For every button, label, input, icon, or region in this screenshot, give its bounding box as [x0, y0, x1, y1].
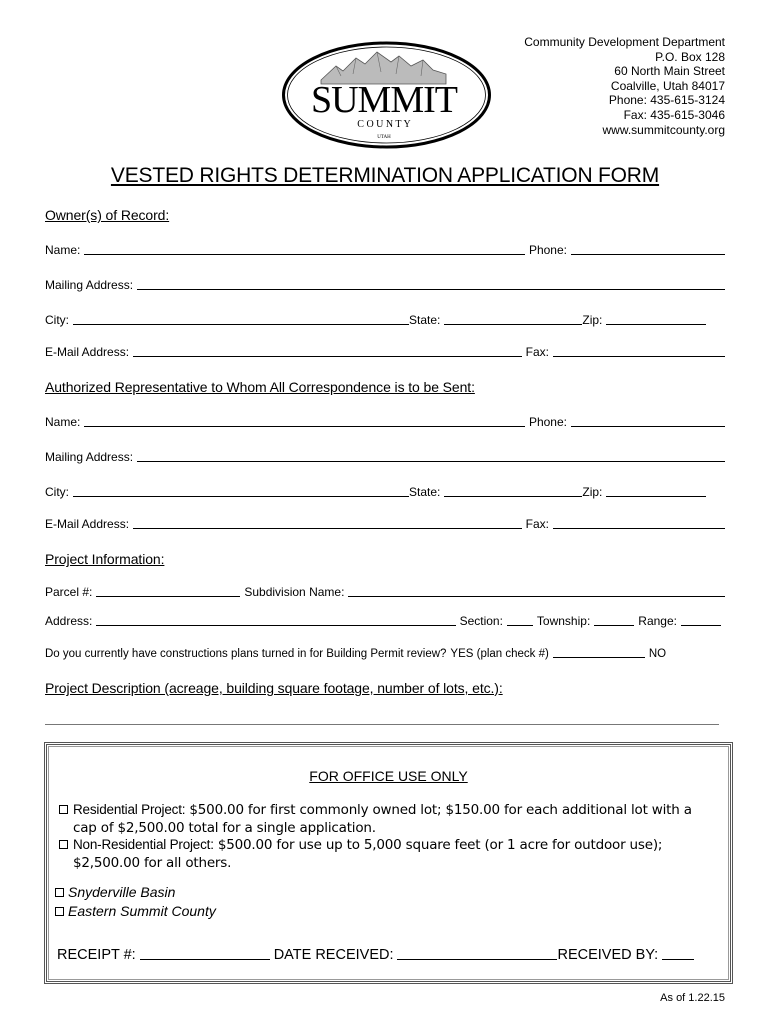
logo-summit-text: SUMMIT [310, 79, 458, 121]
owner-city-row [45, 313, 725, 327]
no-option[interactable]: NO [648, 648, 667, 660]
owner-name-row [45, 243, 725, 257]
owner-phone-field[interactable] [571, 254, 725, 255]
owner-mailing-field[interactable] [137, 289, 725, 290]
project-address-label: Address: [45, 614, 93, 628]
parcel-row [45, 585, 725, 599]
rep-city-row [45, 485, 725, 499]
project-description-heading: Project Description (acreage, building square footage, number of lots, etc.): [45, 680, 503, 696]
rep-phone-field[interactable] [571, 426, 725, 427]
plan-check-field[interactable] [553, 657, 645, 658]
range-field[interactable] [681, 625, 721, 626]
owner-fax-label: Fax: [525, 345, 549, 359]
owner-mailing-row [45, 278, 725, 292]
residential-checkbox[interactable] [59, 805, 68, 814]
owner-phone-label: Phone: [528, 243, 567, 257]
location-option-eastern [55, 902, 216, 921]
snyderville-label: Snyderville Basin [68, 884, 176, 900]
rep-mailing-label: Mailing Address: [45, 450, 134, 464]
eastern-label: Eastern Summit County [68, 903, 216, 919]
receipt-field[interactable] [140, 959, 270, 960]
owner-city-label: City: [45, 313, 69, 327]
rep-name-label: Name: [45, 415, 81, 429]
project-address-field[interactable] [96, 625, 455, 626]
address-row [45, 614, 725, 628]
owner-state-field[interactable] [444, 324, 582, 325]
version-date: As of 1.22.15 [660, 992, 725, 1004]
office-use-title: FOR OFFICE USE ONLY [309, 768, 468, 784]
form-title: VESTED RIGHTS DETERMINATION APPLICATION FORM [110, 164, 660, 187]
rep-fax-field[interactable] [553, 528, 725, 529]
received-by-label: RECEIVED BY: [557, 947, 659, 963]
owner-name-field[interactable] [84, 254, 525, 255]
rep-state-field[interactable] [444, 496, 582, 497]
date-received-field[interactable] [397, 959, 557, 960]
nonresidential-checkbox[interactable] [59, 840, 68, 849]
owner-state-label: State: [409, 313, 441, 327]
address-line: Fax: 435-615-3046 [623, 107, 725, 122]
nonresidential-label: Non-Residential Project: [73, 837, 214, 852]
address-line: Phone: 435-615-3124 [608, 93, 725, 108]
rep-email-row [45, 517, 725, 531]
project-description-field[interactable] [45, 724, 719, 725]
rep-name-field[interactable] [84, 426, 525, 427]
rep-email-field[interactable] [133, 528, 522, 529]
parcel-label: Parcel #: [45, 585, 93, 599]
plans-question: Do you currently have constructions plans turned in for Building Permit review? [45, 648, 447, 660]
office-use-box [44, 742, 733, 984]
owner-zip-field[interactable] [606, 324, 706, 325]
township-label: Township: [536, 614, 591, 628]
section-field[interactable] [507, 625, 533, 626]
snyderville-checkbox[interactable] [55, 888, 64, 897]
residential-fee-text: $500.00 for first commonly owned lot; $150.00 for each additional lot with a [185, 802, 692, 818]
eastern-checkbox[interactable] [55, 907, 64, 916]
address-line: P.O. Box 128 [655, 49, 725, 64]
nonresidential-fee-text-cont: $2,500.00 for all others. [73, 854, 232, 871]
rep-zip-label: Zip: [582, 485, 603, 499]
address-line: Coalville, Utah 84017 [610, 78, 725, 93]
logo-county-text: C O U N T Y [357, 119, 411, 130]
owner-heading: Owner(s) of Record: [45, 207, 170, 223]
owner-fax-field[interactable] [553, 356, 725, 357]
rep-name-row [45, 415, 725, 429]
logo-graphic [281, 40, 492, 150]
rep-mailing-row [45, 450, 725, 464]
rep-zip-field[interactable] [606, 496, 706, 497]
yes-option[interactable]: YES (plan check #) [450, 648, 549, 660]
rep-phone-label: Phone: [528, 415, 567, 429]
address-line: www.summitcounty.org [602, 122, 725, 137]
nonresidential-option [59, 836, 719, 872]
rep-city-field[interactable] [73, 496, 409, 497]
rep-state-label: State: [409, 485, 441, 499]
plans-question-row [45, 648, 666, 660]
rep-city-label: City: [45, 485, 69, 499]
rep-email-label: E-Mail Address: [45, 517, 130, 531]
logo-state-text: UTAH [377, 135, 391, 140]
owner-city-field[interactable] [73, 324, 409, 325]
residential-option [59, 801, 719, 837]
date-received-label: DATE RECEIVED: [273, 947, 394, 963]
owner-email-row [45, 345, 725, 359]
rep-fax-label: Fax: [525, 517, 549, 531]
owner-zip-label: Zip: [582, 313, 603, 327]
owner-name-label: Name: [45, 243, 81, 257]
nonresidential-fee-text: $500.00 for use up to 5,000 square feet (or 1 acre for outdoor use); [213, 837, 663, 853]
address-line: Community Development Department [524, 35, 725, 49]
summit-county-logo [281, 40, 492, 150]
receipt-row [57, 947, 725, 963]
township-field[interactable] [594, 625, 634, 626]
project-info-heading: Project Information: [45, 551, 165, 567]
parcel-field[interactable] [96, 596, 240, 597]
range-label: Range: [638, 614, 677, 628]
subdivision-label: Subdivision Name: [244, 585, 345, 599]
subdivision-field[interactable] [348, 596, 725, 597]
residential-fee-text-cont: cap of $2,500.00 total for a single application. [73, 819, 376, 836]
representative-heading: Authorized Representative to Whom All Correspondence is to be Sent: [45, 379, 475, 395]
owner-mailing-label: Mailing Address: [45, 278, 134, 292]
receipt-label: RECEIPT #: [57, 947, 136, 963]
residential-label: Residential Project: [73, 802, 186, 817]
received-by-field[interactable] [662, 959, 694, 960]
section-label: Section: [459, 614, 503, 628]
rep-mailing-field[interactable] [137, 461, 725, 462]
owner-email-label: E-Mail Address: [45, 345, 130, 359]
department-address-block [524, 35, 725, 137]
address-line: 60 North Main Street [614, 64, 725, 79]
owner-email-field[interactable] [133, 356, 522, 357]
location-option-snyderville [55, 883, 175, 902]
